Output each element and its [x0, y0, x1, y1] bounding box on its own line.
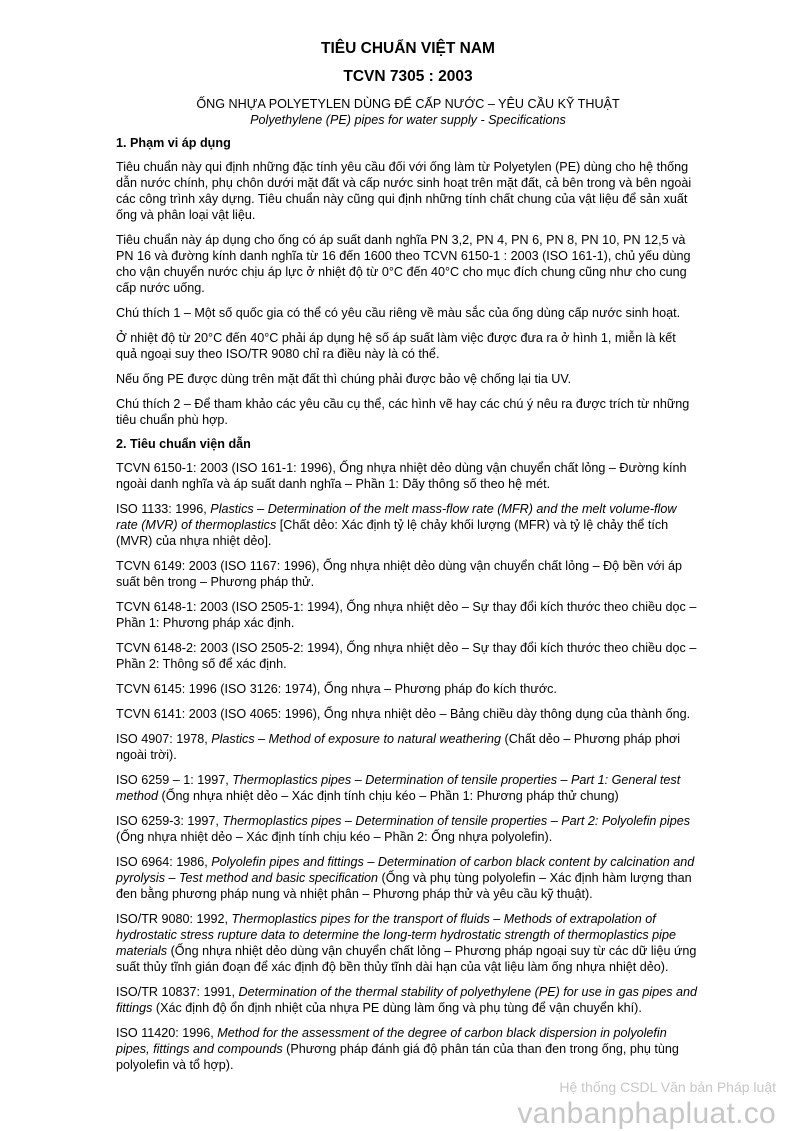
reference-item: ISO 6259 – 1: 1997, Thermoplastics pipes – Determination of tensile properties – Part 1: General test method (Ống nhựa nhiệt dẻo – Xác định tính chịu kéo – Phần 1: Phương pháp thử chung) — [116, 773, 681, 803]
scope-paragraph-1: Tiêu chuẩn này qui định những đặc tính yêu cầu đối với ống làm từ Polyetylen (PE) dùng cho hệ thống dẫn nước chính, phụ chôn dưới mặt đất và cấp nước sinh hoạt trên mặt đất, cả bên trong và bên ngoài các công trình xây dựng. Tiêu chuẩn này cũng qui định những tính chất chung của vật liệu để sản xuất ống và phân loại vật liệu. — [116, 160, 692, 222]
note-1: Chú thích 1 – Một số quốc gia có thể có yêu cầu riêng về màu sắc của ống dùng cấp nước sinh hoạt. — [116, 306, 681, 320]
subtitle-vietnamese: ỐNG NHỰA POLYETYLEN DÙNG ĐỂ CẤP NƯỚC – YÊU CẦU KỸ THUẬT — [196, 97, 620, 111]
section-heading-scope: 1. Phạm vi áp dụng — [116, 136, 231, 150]
reference-item: ISO 6259-3: 1997, Thermoplastics pipes – Determination of tensile properties – Part 2: Polyolefin pipes (Ống nhựa nhiệt dẻo – Xác định tính chịu kéo – Phần 2: Ống nhựa polyolefin). — [116, 814, 691, 844]
subtitle-english: Polyethylene (PE) pipes for water supply - Specifications — [250, 113, 566, 127]
reference-item: TCVN 6148-1: 2003 (ISO 2505-1: 1994), Ống nhựa nhiệt dẻo – Sự thay đổi kích thước theo chiều dọc – Phần 1: Phương pháp xác định. — [116, 600, 697, 630]
document-title: TIÊU CHUẨN VIỆT NAM — [321, 40, 495, 57]
watermark-line-1: Hệ thống CSDL Văn bản Pháp luật — [559, 1079, 776, 1095]
reference-item: ISO 6964: 1986, Polyolefin pipes and fittings – Determination of carbon black content by calcination and pyrolysis – Test method and basic specification (Ống và phụ tùng polyolefin – Xác định hàm lượng than đen bằng phương pháp nung và nhiệt phân – Phương pháp thử và yêu cầu kỹ thuật). — [116, 855, 695, 901]
reference-item: ISO 1133: 1996, Plastics – Determination of the melt mass-flow rate (MFR) and the melt volume-flow rate (MVR) of thermoplastics [Chất dẻo: Xác định tỷ lệ chảy khối lượng (MFR) và tỷ lệ chảy thể tích (MVR) của nhựa nhiệt dẻo]. — [116, 502, 677, 548]
reference-item: ISO/TR 9080: 1992, Thermoplastics pipes for the transport of fluids – Methods of extrapolation of hydrostatic stress rupture data to determine the long-term hydrostatic strength of thermoplastics pipe materials (Ống nhựa nhiệt dẻo dùng vận chuyển chất lỏng – Phương pháp ngoại suy từ các dữ liệu ứng suất thủy tĩnh gián đoạn để xác định độ bền thủy tĩnh dài hạn của vật liệu làm ống nhựa nhiệt dẻo). — [116, 912, 697, 974]
watermark-site: vanbanphapluat.co — [517, 1097, 776, 1130]
section-heading-references: 2. Tiêu chuẩn viện dẫn — [116, 437, 251, 451]
reference-item: TCVN 6148-2: 2003 (ISO 2505-2: 1994), Ống nhựa nhiệt dẻo – Sự thay đổi kích thước theo chiều dọc – Phần 2: Thông số để xác định. — [116, 641, 697, 671]
reference-item: ISO/TR 10837: 1991, Determination of the thermal stability of polyethylene (PE) for use in gas pipes and fittings (Xác định độ ổn định nhiệt của nhựa PE dùng làm ống và phụ tùng để vận chuyển khí). — [116, 985, 698, 1015]
document-page — [116, 36, 700, 1082]
reference-item: ISO 4907: 1978, Plastics – Method of exposure to natural weathering (Chất dẻo – Phương pháp phơi ngoài trời). — [116, 732, 681, 762]
scope-paragraph-2: Tiêu chuẩn này áp dụng cho ống có áp suất danh nghĩa PN 3,2, PN 4, PN 6, PN 8, PN 10, PN 12,5 và PN 16 và đường kính danh nghĩa từ 16 đến 1600 theo TCVN 6150-1 : 2003 (ISO 161-1), chủ yếu dùng cho vận chuyển nước chịu áp lực ở nhiệt độ từ 0°C đến 40°C cho mục đích chung cũng như cho cung cấp nước uống. — [116, 233, 691, 295]
reference-item: ISO 11420: 1996, Method for the assessment of the degree of carbon black dispersion in polyolefin pipes, fittings and compounds (Phương pháp đánh giá độ phân tán của than đen trong ống, phụ tùng polyolefin và tổ hợp). — [116, 1026, 679, 1072]
reference-item: TCVN 6149: 2003 (ISO 1167: 1996), Ống nhựa nhiệt dẻo dùng vận chuyển chất lỏng – Độ bền với áp suất bên trong – Phương pháp thử. — [116, 559, 683, 589]
note-2: Chú thích 2 – Để tham khảo các yêu cầu cụ thể, các hình vẽ hay các chú ý nêu ra được trích từ những tiêu chuẩn phù hợp. — [116, 397, 690, 427]
scope-paragraph-3: Ở nhiệt độ từ 20°C đến 40°C phải áp dụng hệ số áp suất làm việc được đưa ra ở hình 1, miễn là kết quả ngoại suy theo ISO/TR 9080 chỉ ra điều này là có thể. — [116, 331, 676, 361]
watermark — [517, 1079, 776, 1131]
reference-item: TCVN 6141: 2003 (ISO 4065: 1996), Ống nhựa nhiệt dẻo – Bảng chiều dày thông dụng của thành ống. — [116, 707, 691, 721]
reference-item: TCVN 6145: 1996 (ISO 3126: 1974), Ống nhựa – Phương pháp đo kích thước. — [116, 682, 557, 696]
standard-code: TCVN 7305 : 2003 — [343, 68, 473, 85]
scope-paragraph-4: Nếu ống PE được dùng trên mặt đất thì chúng phải được bảo vệ chống lại tia UV. — [116, 372, 572, 386]
reference-item: TCVN 6150-1: 2003 (ISO 161-1: 1996), Ống nhựa nhiệt dẻo dùng vận chuyển chất lỏng – Đường kính ngoài danh nghĩa và áp suất danh nghĩa – Phần 1: Dãy thông số theo hệ mét. — [116, 461, 687, 491]
